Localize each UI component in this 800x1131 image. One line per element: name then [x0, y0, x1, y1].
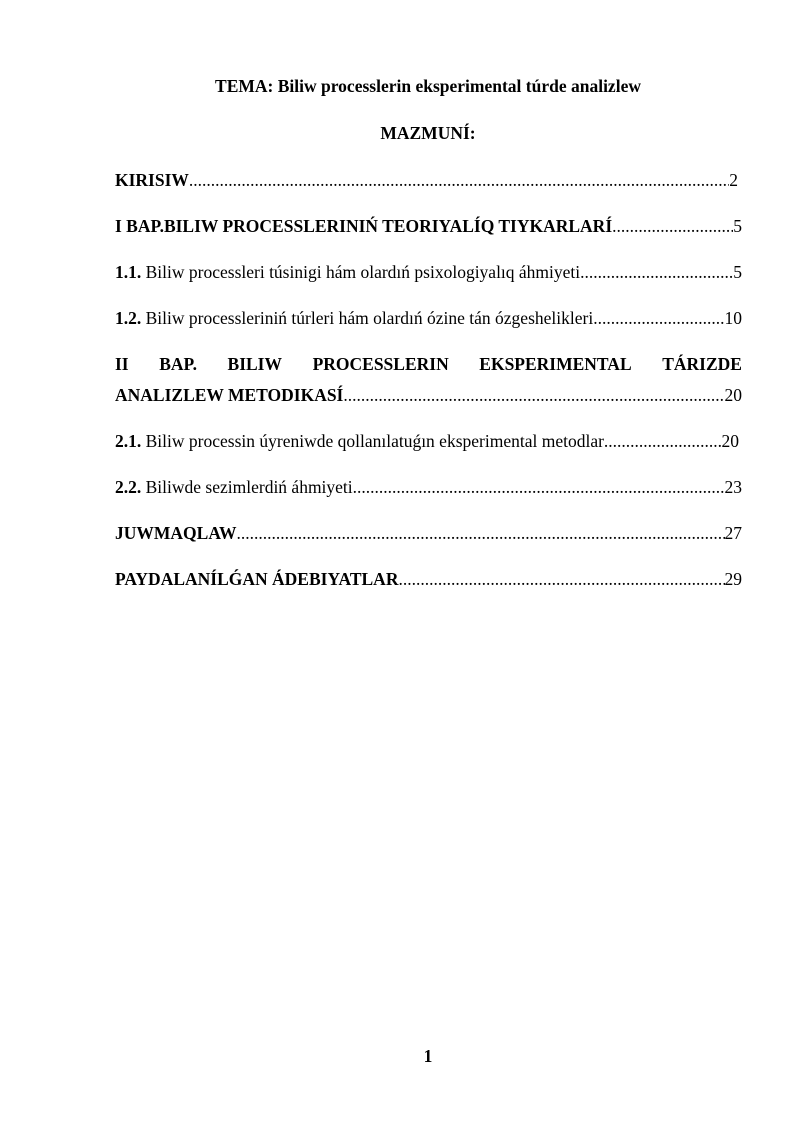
toc-entry-label: Biliw processleriniń túrleri hám olardıń ózine tán ózgeshelikleri — [141, 308, 594, 328]
toc-word: BILIW — [227, 354, 282, 374]
toc-entry-chapter-2-line-1[interactable] — [115, 353, 742, 375]
toc-entry-label: Biliw processleri túsinigi hám olardıń psixologiyalıq áhmiyeti — [141, 262, 581, 282]
page-number: 1 — [423, 1046, 433, 1066]
contents-heading: MAZMUNÍ: — [380, 123, 476, 143]
toc-entry-conclusion[interactable] — [115, 522, 742, 544]
toc-page-number: 23 — [724, 477, 742, 497]
toc-leader-dots — [580, 261, 733, 283]
toc-leader-dots — [189, 169, 729, 191]
toc-leader-dots — [237, 522, 725, 544]
toc-leader-dots — [612, 215, 733, 237]
toc-leader-dots — [343, 384, 724, 406]
toc-entry-intro[interactable] — [115, 169, 738, 191]
document-title: TEMA: Biliw processlerin eksperimental túrde analizlew — [215, 76, 641, 96]
toc-page-number: 5 — [733, 262, 742, 282]
toc-word: PROCESSLERIN — [312, 354, 449, 374]
toc-entry-label: ANALIZLEW METODIKASÍ — [115, 385, 344, 405]
toc-entry-label: PAYDALANÍLǴAN ÁDEBIYATLAR — [115, 569, 399, 589]
toc-leader-dots — [593, 307, 724, 329]
toc-entry-label: KIRISIW — [115, 170, 189, 190]
toc-entry-label: Biliwde sezimlerdiń áhmiyeti — [141, 477, 353, 497]
toc-leader-dots — [604, 430, 722, 452]
toc-section-number: 1.1. — [115, 262, 142, 282]
toc-entry-section-1-1[interactable] — [115, 261, 742, 283]
toc-leader-dots — [353, 476, 725, 498]
toc-entry-section-2-1[interactable] — [115, 430, 739, 452]
toc-entry-chapter-2-line-2[interactable] — [115, 384, 742, 406]
toc-entry-section-2-2[interactable] — [115, 476, 742, 498]
toc-entry-label: I BAP.BILIW PROCESSLERINIŃ TEORIYALÍQ TIYKARLARÍ — [115, 216, 613, 236]
toc-page-number: 10 — [724, 308, 742, 328]
toc-page-number: 29 — [724, 569, 742, 589]
toc-section-number: 1.2. — [115, 308, 142, 328]
toc-entry-chapter-1[interactable] — [115, 215, 742, 237]
toc-leader-dots — [398, 568, 724, 590]
toc-page-number: 27 — [724, 523, 742, 543]
toc-entry-references[interactable] — [115, 568, 742, 590]
toc-word: TÁRIZDE — [662, 354, 742, 374]
toc-section-number: 2.1. — [115, 431, 142, 451]
toc-page-number: 2 — [729, 170, 738, 190]
toc-entry-label: Biliw processin úyreniwde qollanılatuǵın eksperimental metodlar — [141, 431, 604, 451]
toc-page-number: 20 — [724, 385, 742, 405]
toc-page-number: 5 — [733, 216, 742, 236]
toc-word: II — [115, 354, 129, 374]
toc-section-number: 2.2. — [115, 477, 142, 497]
toc-page-number: 20 — [721, 431, 739, 451]
toc-word: BAP. — [159, 354, 197, 374]
toc-word: EKSPERIMENTAL — [479, 354, 632, 374]
toc-entry-label: JUWMAQLAW — [115, 523, 237, 543]
toc-entry-section-1-2[interactable] — [115, 307, 742, 329]
